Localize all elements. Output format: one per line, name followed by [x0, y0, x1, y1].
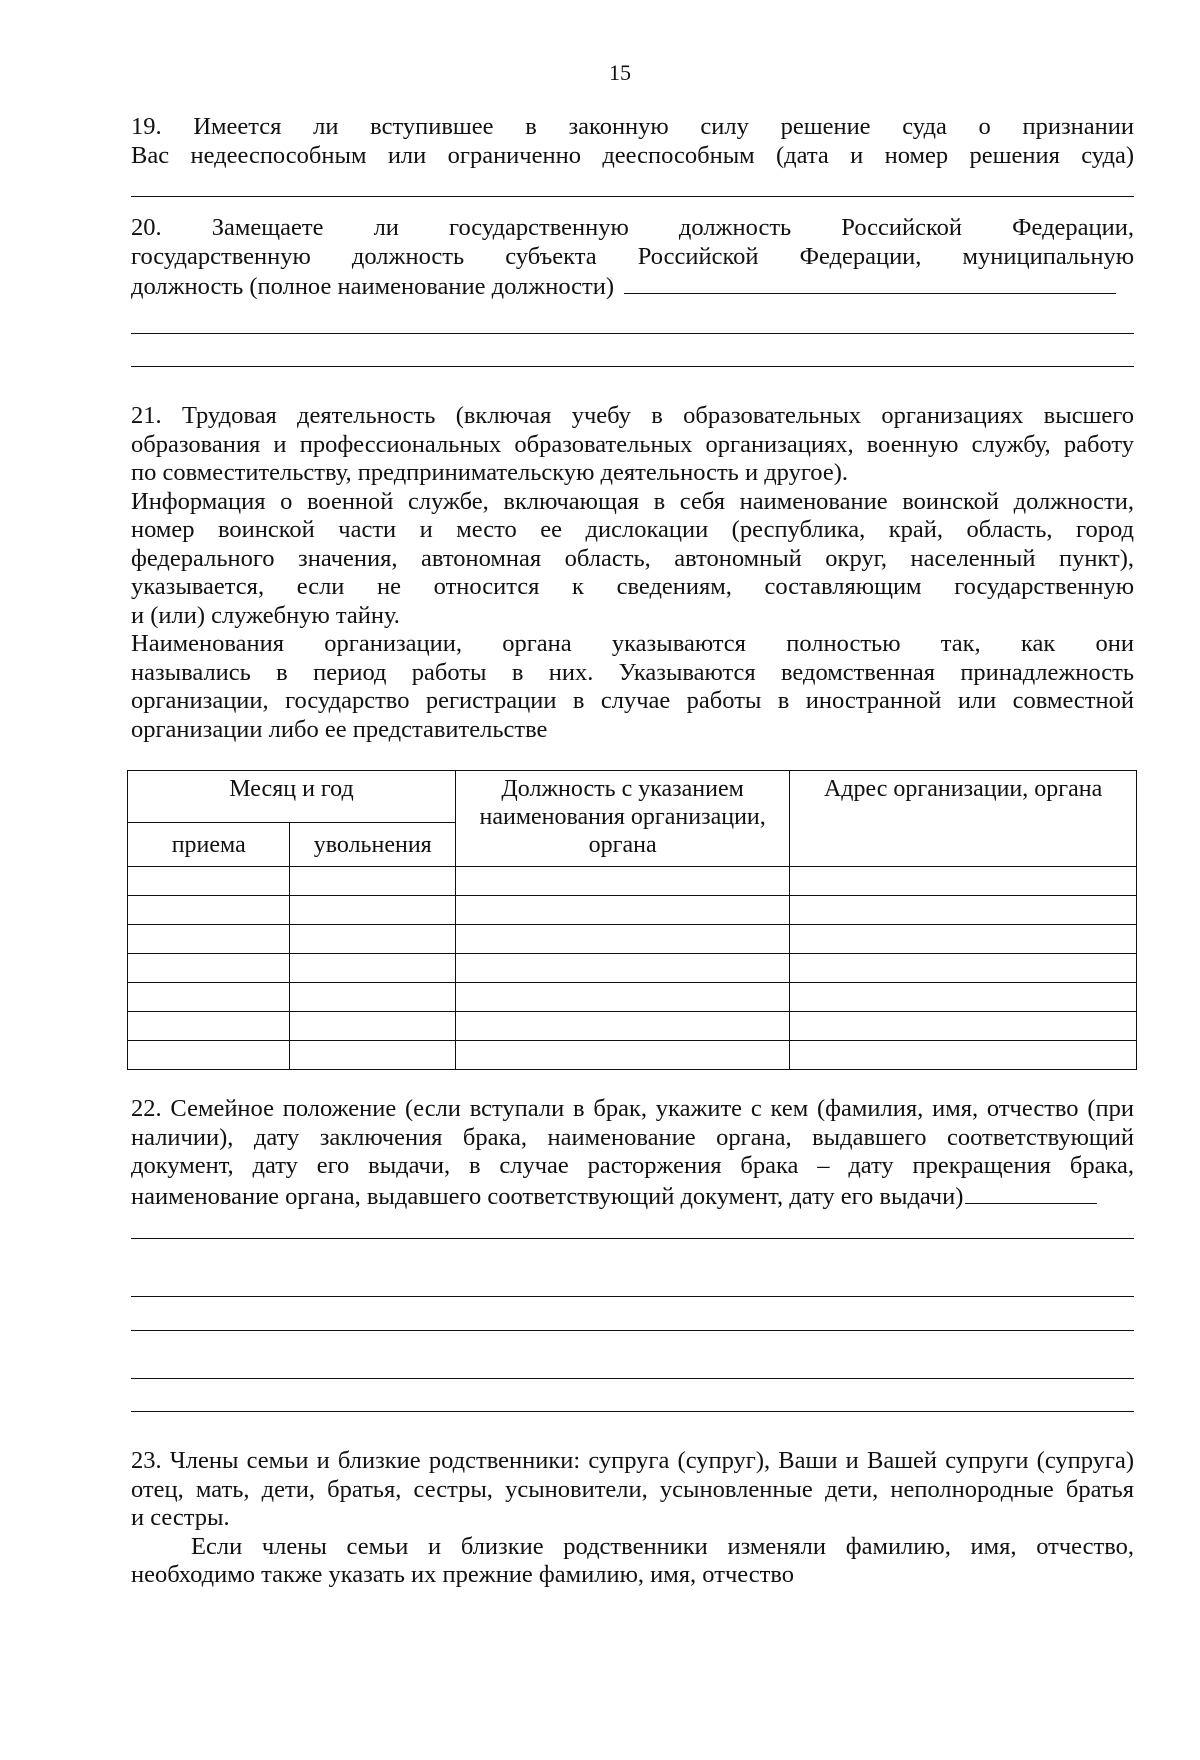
question-20	[131, 214, 1134, 302]
q23-line: и сестры.	[131, 1504, 230, 1531]
dismiss-date-cell[interactable]	[290, 896, 456, 925]
q20-answer-line[interactable]	[131, 366, 1134, 367]
position-cell[interactable]	[456, 983, 790, 1012]
column-header-address: Адрес организации, органа	[790, 771, 1137, 867]
address-cell[interactable]	[790, 867, 1137, 896]
q22-answer-line[interactable]	[131, 1296, 1134, 1297]
q20-line: 20. Замещаете ли государственную должность Российской Федерации,	[131, 214, 1134, 241]
q21-line: федерального значения, автономная область, автономный округ, населенный пункт),	[131, 544, 1134, 572]
hire-date-cell[interactable]	[128, 1012, 290, 1041]
q21-line: назывались в период работы в них. Указываются ведомственная принадлежность	[131, 658, 1134, 686]
q22-line: наименование органа, выдавшего соответствующий документ, дату его выдачи)	[131, 1182, 964, 1210]
employment-table	[127, 770, 1137, 1070]
q21-line: и (или) служебную тайну.	[131, 601, 400, 629]
position-cell[interactable]	[456, 867, 790, 896]
question-22	[131, 1095, 1134, 1211]
q22-answer-line[interactable]	[131, 1411, 1134, 1412]
q19-line: Вас недееспособным или ограниченно дееспособным (дата и номер решения суда)	[131, 141, 1134, 169]
q21-line: организации либо ее представительстве	[131, 715, 548, 743]
q22-answer-line[interactable]	[131, 1378, 1134, 1379]
position-cell[interactable]	[456, 1041, 790, 1070]
dismiss-date-cell[interactable]	[290, 1041, 456, 1070]
q23-line: необходимо также указать их прежние фамилию, имя, отчество	[131, 1561, 794, 1588]
address-cell[interactable]	[790, 954, 1137, 983]
table-row	[128, 1012, 1137, 1041]
table-row	[128, 925, 1137, 954]
q22-line: 22. Семейное положение (если вступали в брак, укажите с кем (фамилия, имя, отчество (при	[131, 1095, 1134, 1122]
dismiss-date-cell[interactable]	[290, 867, 456, 896]
address-cell[interactable]	[790, 1041, 1137, 1070]
hire-date-cell[interactable]	[128, 1041, 290, 1070]
q20-inline-answer-line[interactable]	[624, 271, 1116, 294]
page-number: 15	[609, 60, 631, 85]
q21-line: образования и профессиональных образовательных организациях, военную службу, работу	[131, 430, 1134, 458]
q21-line: по совместительству, предпринимательскую деятельность и другое).	[131, 459, 848, 486]
hire-date-cell[interactable]	[128, 925, 290, 954]
q22-answer-line[interactable]	[131, 1238, 1134, 1239]
position-cell[interactable]	[456, 896, 790, 925]
hire-date-cell[interactable]	[128, 896, 290, 925]
q21-line: Наименования организации, органа указываются полностью так, как они	[131, 630, 1134, 657]
q21-line: указывается, если не относится к сведениям, составляющим государственную	[131, 573, 1134, 600]
table-row	[128, 954, 1137, 983]
q23-line: Если члены семьи и близкие родственники изменяли фамилию, имя, отчество,	[191, 1532, 1134, 1560]
address-cell[interactable]	[790, 925, 1137, 954]
position-cell[interactable]	[456, 1012, 790, 1041]
question-23	[131, 1447, 1134, 1590]
position-cell[interactable]	[456, 954, 790, 983]
question-21	[131, 402, 1134, 744]
q20-line: государственную должность субъекта Российской Федерации, муниципальную	[131, 242, 1134, 270]
q20-answer-line[interactable]	[131, 333, 1134, 334]
q21-line: организации, государство регистрации в случае работы в иностранной или совместной	[131, 687, 1134, 714]
table-row	[128, 983, 1137, 1012]
q19-answer-line[interactable]	[131, 196, 1134, 197]
column-header-hire: приема	[128, 823, 290, 867]
q21-line: 21. Трудовая деятельность (включая учебу в образовательных организациях высшего	[131, 402, 1134, 429]
question-19	[131, 113, 1134, 170]
position-cell[interactable]	[456, 925, 790, 954]
table-row	[128, 867, 1137, 896]
table-row	[128, 896, 1137, 925]
column-header-dismiss: увольнения	[290, 823, 456, 867]
q23-line: отец, мать, дети, братья, сестры, усыновители, усыновленные дети, неполнородные братья	[131, 1475, 1134, 1503]
hire-date-cell[interactable]	[128, 954, 290, 983]
dismiss-date-cell[interactable]	[290, 1012, 456, 1041]
q22-answer-line[interactable]	[131, 1330, 1134, 1331]
q22-line: наличии), дату заключения брака, наименование органа, выдавшего соответствующий	[131, 1123, 1134, 1151]
hire-date-cell[interactable]	[128, 867, 290, 896]
address-cell[interactable]	[790, 983, 1137, 1012]
address-cell[interactable]	[790, 1012, 1137, 1041]
position-header-line: Должность с указанием	[501, 776, 744, 802]
q22-line: документ, дату его выдачи, в случае расторжения брака – дату прекращения брака,	[131, 1152, 1134, 1179]
dismiss-date-cell[interactable]	[290, 925, 456, 954]
column-header-position	[456, 771, 790, 867]
position-header-line: органа	[588, 832, 657, 858]
position-header-line: наименования организации,	[479, 804, 766, 830]
q23-line: 23. Члены семьи и близкие родственники: супруга (супруг), Ваши и Вашей супруги (супруга)	[131, 1447, 1134, 1474]
q19-line: 19. Имеется ли вступившее в законную силу решение суда о признании	[131, 113, 1134, 140]
address-cell[interactable]	[790, 896, 1137, 925]
q21-line: номер воинской части и место ее дислокации (республика, край, область, город	[131, 516, 1134, 543]
q22-inline-answer-line[interactable]	[965, 1181, 1097, 1204]
q20-line: должность (полное наименование должности)	[131, 273, 615, 300]
hire-date-cell[interactable]	[128, 983, 290, 1012]
dismiss-date-cell[interactable]	[290, 954, 456, 983]
column-header-month-year: Месяц и год	[128, 771, 456, 823]
q21-line: Информация о военной службе, включающая в себя наименование воинской должности,	[131, 487, 1134, 515]
table-row	[128, 1041, 1137, 1070]
dismiss-date-cell[interactable]	[290, 983, 456, 1012]
